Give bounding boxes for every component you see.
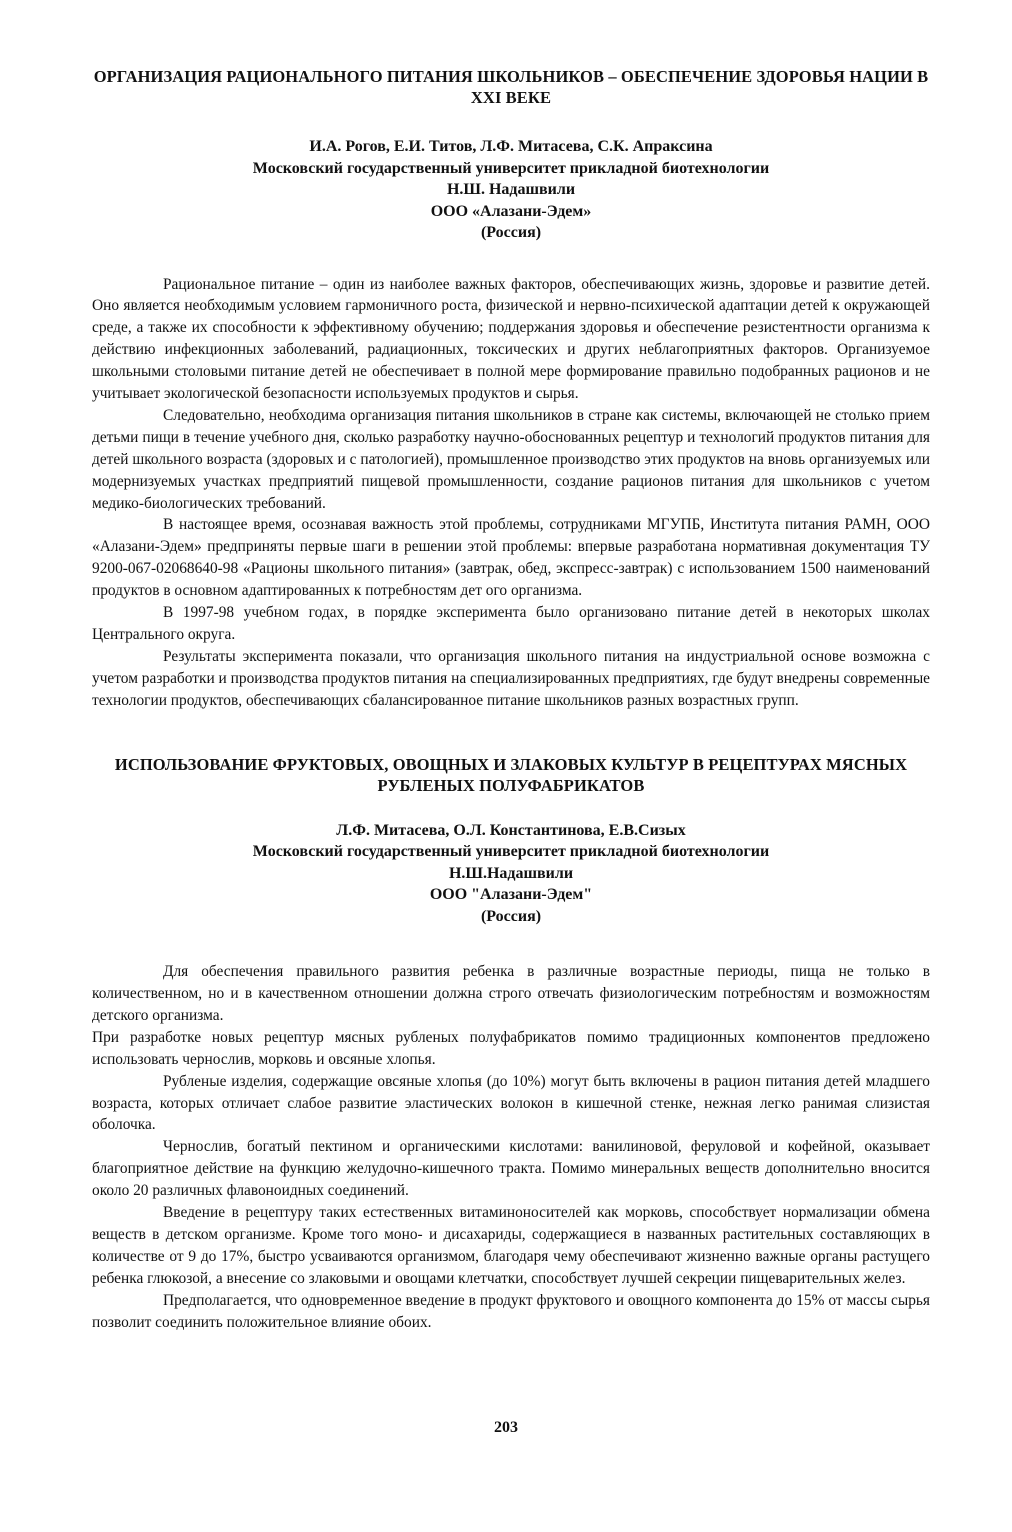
article1-country: (Россия) xyxy=(480,224,542,241)
article2-paragraph: Предполагается, что одновременное введение в продукт фруктового и овощного компонента до 15% от массы сырья позволит соединить положительное влияние обоих. xyxy=(92,1291,930,1331)
article1-body xyxy=(92,274,930,712)
article1-affiliation: Московский государственный университет прикладной биотехнологии xyxy=(252,159,770,177)
page-content xyxy=(92,62,930,1334)
article2-title: ИСПОЛЬЗОВАНИЕ ФРУКТОВЫХ, ОВОЩНЫХ И ЗЛАКОВЫХ КУЛЬТУР В РЕЦЕПТУРАХ МЯСНЫХ РУБЛЕНЫХ ПОЛУФАБРИКАТОВ xyxy=(114,754,908,795)
article1-paragraph: Рациональное питание – один из наиболее важных факторов, обеспечивающих жизнь, здоровье и развитие детей. Оно является необходимым условием гармоничного роста, физической и нервно-психической адаптации детей к окружающей среде, а также их способности к эффективному обучению; поддержания здоровья и обеспечение резистентности организма к действию инфекционных заболеваний, радиационных, токсических и других неблагоприятных факторов. Организуемое школьными столовыми питание детей не обеспечивает в полной мере формирование правильно подобранных рационов и не учитывает экологической безопасности используемых продуктов и сырья. xyxy=(92,275,930,403)
article1-author2: Н.Ш. Надашвили xyxy=(446,181,576,198)
article2-authors: Л.Ф. Митасева, О.Л. Константинова, Е.В.Сизых xyxy=(336,821,686,839)
article2-paragraph: Введение в рецептуру таких естественных витаминоносителей как морковь, способствует нормализации обмена веществ в детском организме. Кроме того моно- и дисахариды, содержащиеся в названных растительных составляющих в количестве от 9 до 17%, быстро усваиваются организмом, благодаря чему обеспечивают жизненно важные органы растущего ребенка глюкозой, а внесение со злаковыми и овощами клетчатки, способствует лучшей секреции пищеварительных желез. xyxy=(92,1204,930,1287)
article2-company: ООО "Алазани-Эдем" xyxy=(429,886,593,904)
article2-body xyxy=(92,961,930,1333)
article1-paragraph: В 1997-98 учебном годах, в порядке эксперимента было организовано питание детей в некоторых школах Центрального округа. xyxy=(92,604,930,643)
article2-country: (Россия) xyxy=(480,907,542,925)
article2-paragraph: Чернослив, богатый пектином и органическими кислотами: ванилиновой, феруловой и кофейной, оказывает благоприятное действие на функцию желудочно-кишечного тракта. Помимо минеральных веществ дополнительно вносится около 20 различных флавоноидных соединений. xyxy=(92,1138,930,1200)
article1-paragraph: В настоящее время, осознавая важность этой проблемы, сотрудниками МГУПБ, Института питания РАМН, ООО «Алазани-Эдем» предприняты первые шаги в решении этой проблемы: впервые разработана нормативная документация ТУ 9200-067-02068640-98 «Рационы школьного питания» (завтрак, обед, экспресс-завтрак) с использованием 1500 наименований продуктов в основном адаптированных к потребностям дет ого организма. xyxy=(92,516,930,600)
article1-authors: И.А. Рогов, Е.И. Титов, Л.Ф. Митасева, С.К. Апраксина xyxy=(309,138,713,155)
article2-paragraph: При разработке новых рецептур мясных рубленых полуфабрикатов помимо традиционных компонентов предложено использовать чернослив, морковь и овсяные хлопья. xyxy=(92,1028,930,1068)
article1-paragraph: Результаты эксперимента показали, что организация школьного питания на индустриальной основе возможна с учетом разработки и производства продуктов питания на специализированных предприятиях, где будут внедрены современные технологии продуктов, обеспечивающих сбалансированное питание школьников разных возрастных групп. xyxy=(92,647,930,709)
article2-paragraph: Для обеспечения правильного развития ребенка в различные возрастные периоды, пища не только в количественном, но и в качественном отношении должна строго отвечать физиологическим потребностям и возможностям детского организма. xyxy=(92,963,930,1024)
article2-paragraph: Рубленые изделия, содержащие овсяные хлопья (до 10%) могут быть включены в рацион питания детей младшего возраста, которых отличает слабое развитие эластических волокон в кишечной стенке, нежная легко ранимая слизистая оболочка. xyxy=(92,1072,930,1134)
article1-title: ОРГАНИЗАЦИЯ РАЦИОНАЛЬНОГО ПИТАНИЯ ШКОЛЬНИКОВ – ОБЕСПЕЧЕНИЕ ЗДОРОВЬЯ НАЦИИ В XXI ВЕКЕ xyxy=(93,67,929,107)
article1-paragraph: Следовательно, необходима организация питания школьников в стране как системы, включающей не столько прием детьми пищи в течение учебного дня, сколько разработку научно-обоснованных рецептур и технологий продуктов питания для детей школьного возраста (здоровых и с патологией), промышленное производство этих продуктов на вновь организуемых или модернизуемых участках предприятий пищевой промышленности, создание рационов питания для школьников с учетом медико-биологических требований. xyxy=(92,406,930,512)
article2-affiliation: Московский государственный университет прикладной биотехнологии xyxy=(252,843,770,861)
article1-company: ООО «Алазани-Эдем» xyxy=(430,202,592,220)
article2-meta xyxy=(92,820,930,928)
article2-author2: Н.Ш.Надашвили xyxy=(448,864,574,882)
page-number: 203 xyxy=(494,1419,518,1436)
article1-meta xyxy=(92,136,930,244)
